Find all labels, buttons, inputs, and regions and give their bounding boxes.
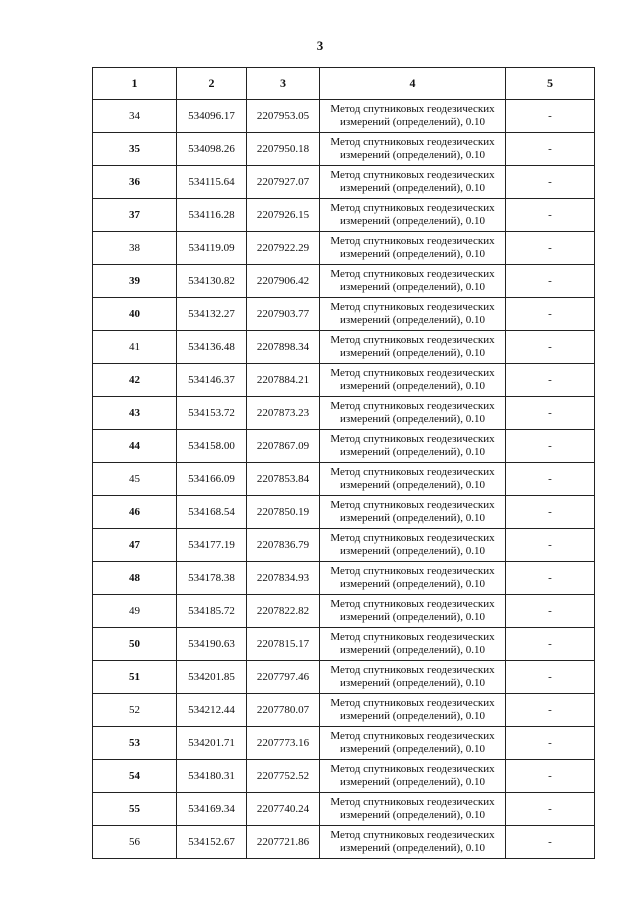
column-5-cell: - [506,694,595,727]
method-line-1: Метод спутниковых геодезических [330,169,495,181]
table-row [93,397,595,430]
column-header-4: 4 [320,68,506,100]
method-cell [320,661,506,694]
table-row [93,100,595,133]
table-row [93,331,595,364]
method-cell [320,430,506,463]
method-line-2: измерений (определений), 0.10 [340,545,485,557]
method-cell [320,298,506,331]
table-row [93,133,595,166]
y-coordinate-cell: 2207797.46 [247,661,320,694]
method-line-2: измерений (определений), 0.10 [340,314,485,326]
column-5-cell: - [506,265,595,298]
method-line-2: измерений (определений), 0.10 [340,743,485,755]
method-line-1: Метод спутниковых геодезических [330,202,495,214]
x-coordinate-cell: 534212.44 [177,694,247,727]
table-row [93,727,595,760]
column-5-cell: - [506,826,595,859]
coordinates-table [92,67,595,859]
column-5-cell: - [506,133,595,166]
x-coordinate-cell: 534098.26 [177,133,247,166]
method-line-1: Метод спутниковых геодезических [330,466,495,478]
y-coordinate-cell: 2207740.24 [247,793,320,826]
y-coordinate-cell: 2207927.07 [247,166,320,199]
table-row [93,628,595,661]
table-row [93,826,595,859]
x-coordinate-cell: 534201.71 [177,727,247,760]
table-row [93,364,595,397]
method-line-2: измерений (определений), 0.10 [340,248,485,260]
y-coordinate-cell: 2207950.18 [247,133,320,166]
method-line-1: Метод спутниковых геодезических [330,532,495,544]
x-coordinate-cell: 534166.09 [177,463,247,496]
point-number-cell: 37 [93,199,177,232]
method-line-1: Метод спутниковых геодезических [330,400,495,412]
method-line-1: Метод спутниковых геодезических [330,598,495,610]
method-line-2: измерений (определений), 0.10 [340,710,485,722]
point-number-cell: 38 [93,232,177,265]
x-coordinate-cell: 534096.17 [177,100,247,133]
x-coordinate-cell: 534152.67 [177,826,247,859]
method-cell [320,826,506,859]
table-row [93,694,595,727]
column-5-cell: - [506,397,595,430]
table-row [93,232,595,265]
table-row [93,562,595,595]
point-number-cell: 39 [93,265,177,298]
method-line-1: Метод спутниковых геодезических [330,235,495,247]
table-row [93,661,595,694]
x-coordinate-cell: 534130.82 [177,265,247,298]
method-line-1: Метод спутниковых геодезических [330,730,495,742]
table-row [93,529,595,562]
y-coordinate-cell: 2207853.84 [247,463,320,496]
y-coordinate-cell: 2207884.21 [247,364,320,397]
column-5-cell: - [506,496,595,529]
point-number-cell: 35 [93,133,177,166]
method-line-1: Метод спутниковых геодезических [330,664,495,676]
point-number-cell: 41 [93,331,177,364]
method-line-2: измерений (определений), 0.10 [340,644,485,656]
x-coordinate-cell: 534177.19 [177,529,247,562]
column-5-cell: - [506,793,595,826]
point-number-cell: 56 [93,826,177,859]
column-5-cell: - [506,364,595,397]
method-cell [320,166,506,199]
table-row [93,595,595,628]
y-coordinate-cell: 2207850.19 [247,496,320,529]
method-line-1: Метод спутниковых геодезических [330,103,495,115]
x-coordinate-cell: 534116.28 [177,199,247,232]
column-5-cell: - [506,463,595,496]
y-coordinate-cell: 2207926.15 [247,199,320,232]
column-5-cell: - [506,727,595,760]
column-header-3: 3 [247,68,320,100]
method-cell [320,760,506,793]
point-number-cell: 47 [93,529,177,562]
method-cell [320,331,506,364]
x-coordinate-cell: 534168.54 [177,496,247,529]
y-coordinate-cell: 2207815.17 [247,628,320,661]
table-header-row [93,68,595,100]
y-coordinate-cell: 2207898.34 [247,331,320,364]
column-5-cell: - [506,166,595,199]
method-line-2: измерений (определений), 0.10 [340,281,485,293]
x-coordinate-cell: 534146.37 [177,364,247,397]
column-5-cell: - [506,628,595,661]
method-line-2: измерений (определений), 0.10 [340,446,485,458]
page-number: 3 [316,38,324,53]
column-5-cell: - [506,232,595,265]
point-number-cell: 43 [93,397,177,430]
x-coordinate-cell: 534115.64 [177,166,247,199]
x-coordinate-cell: 534169.34 [177,793,247,826]
y-coordinate-cell: 2207780.07 [247,694,320,727]
column-5-cell: - [506,529,595,562]
method-cell [320,793,506,826]
method-cell [320,232,506,265]
x-coordinate-cell: 534178.38 [177,562,247,595]
point-number-cell: 54 [93,760,177,793]
x-coordinate-cell: 534132.27 [177,298,247,331]
method-cell [320,199,506,232]
method-line-1: Метод спутниковых геодезических [330,367,495,379]
method-line-1: Метод спутниковых геодезических [330,433,495,445]
y-coordinate-cell: 2207906.42 [247,265,320,298]
point-number-cell: 45 [93,463,177,496]
y-coordinate-cell: 2207903.77 [247,298,320,331]
method-cell [320,562,506,595]
point-number-cell: 40 [93,298,177,331]
method-cell [320,100,506,133]
table-row [93,199,595,232]
table-row [93,265,595,298]
y-coordinate-cell: 2207752.52 [247,760,320,793]
point-number-cell: 42 [93,364,177,397]
table-row [93,166,595,199]
point-number-cell: 36 [93,166,177,199]
column-5-cell: - [506,331,595,364]
y-coordinate-cell: 2207721.86 [247,826,320,859]
method-line-1: Метод спутниковых геодезических [330,763,495,775]
point-number-cell: 55 [93,793,177,826]
table-row [93,760,595,793]
method-line-1: Метод спутниковых геодезических [330,334,495,346]
point-number-cell: 53 [93,727,177,760]
column-5-cell: - [506,430,595,463]
method-line-1: Метод спутниковых геодезических [330,829,495,841]
point-number-cell: 50 [93,628,177,661]
method-line-2: измерений (определений), 0.10 [340,479,485,491]
column-header-5: 5 [506,68,595,100]
method-line-2: измерений (определений), 0.10 [340,347,485,359]
method-line-2: измерений (определений), 0.10 [340,611,485,623]
method-line-2: измерений (определений), 0.10 [340,149,485,161]
method-cell [320,397,506,430]
table-row [93,298,595,331]
method-line-2: измерений (определений), 0.10 [340,380,485,392]
y-coordinate-cell: 2207922.29 [247,232,320,265]
method-line-1: Метод спутниковых геодезических [330,631,495,643]
method-cell [320,529,506,562]
method-cell [320,364,506,397]
x-coordinate-cell: 534136.48 [177,331,247,364]
method-line-1: Метод спутниковых геодезических [330,697,495,709]
method-line-1: Метод спутниковых геодезических [330,301,495,313]
point-number-cell: 49 [93,595,177,628]
method-cell [320,463,506,496]
y-coordinate-cell: 2207836.79 [247,529,320,562]
method-line-1: Метод спутниковых геодезических [330,565,495,577]
method-cell [320,133,506,166]
method-line-2: измерений (определений), 0.10 [340,413,485,425]
column-5-cell: - [506,562,595,595]
column-5-cell: - [506,199,595,232]
x-coordinate-cell: 534190.63 [177,628,247,661]
x-coordinate-cell: 534201.85 [177,661,247,694]
method-cell [320,628,506,661]
method-line-2: измерений (определений), 0.10 [340,182,485,194]
point-number-cell: 34 [93,100,177,133]
point-number-cell: 44 [93,430,177,463]
table-row [93,793,595,826]
x-coordinate-cell: 534158.00 [177,430,247,463]
method-cell [320,595,506,628]
method-line-2: измерений (определений), 0.10 [340,842,485,854]
y-coordinate-cell: 2207867.09 [247,430,320,463]
method-line-2: измерений (определений), 0.10 [340,578,485,590]
method-line-1: Метод спутниковых геодезических [330,136,495,148]
column-5-cell: - [506,298,595,331]
column-5-cell: - [506,661,595,694]
method-line-2: измерений (определений), 0.10 [340,677,485,689]
x-coordinate-cell: 534185.72 [177,595,247,628]
table-row [93,496,595,529]
column-5-cell: - [506,760,595,793]
method-cell [320,694,506,727]
method-line-1: Метод спутниковых геодезических [330,796,495,808]
method-cell [320,265,506,298]
column-header-2: 2 [177,68,247,100]
x-coordinate-cell: 534153.72 [177,397,247,430]
point-number-cell: 51 [93,661,177,694]
method-line-2: измерений (определений), 0.10 [340,116,485,128]
method-line-2: измерений (определений), 0.10 [340,215,485,227]
y-coordinate-cell: 2207822.82 [247,595,320,628]
method-line-1: Метод спутниковых геодезических [330,268,495,280]
column-5-cell: - [506,100,595,133]
method-cell [320,727,506,760]
method-line-2: измерений (определений), 0.10 [340,809,485,821]
y-coordinate-cell: 2207773.16 [247,727,320,760]
x-coordinate-cell: 534180.31 [177,760,247,793]
method-line-2: измерений (определений), 0.10 [340,512,485,524]
method-line-2: измерений (определений), 0.10 [340,776,485,788]
point-number-cell: 52 [93,694,177,727]
point-number-cell: 48 [93,562,177,595]
x-coordinate-cell: 534119.09 [177,232,247,265]
method-cell [320,496,506,529]
y-coordinate-cell: 2207834.93 [247,562,320,595]
y-coordinate-cell: 2207953.05 [247,100,320,133]
y-coordinate-cell: 2207873.23 [247,397,320,430]
method-line-1: Метод спутниковых геодезических [330,499,495,511]
column-5-cell: - [506,595,595,628]
table-row [93,430,595,463]
point-number-cell: 46 [93,496,177,529]
table-row [93,463,595,496]
column-header-1: 1 [93,68,177,100]
